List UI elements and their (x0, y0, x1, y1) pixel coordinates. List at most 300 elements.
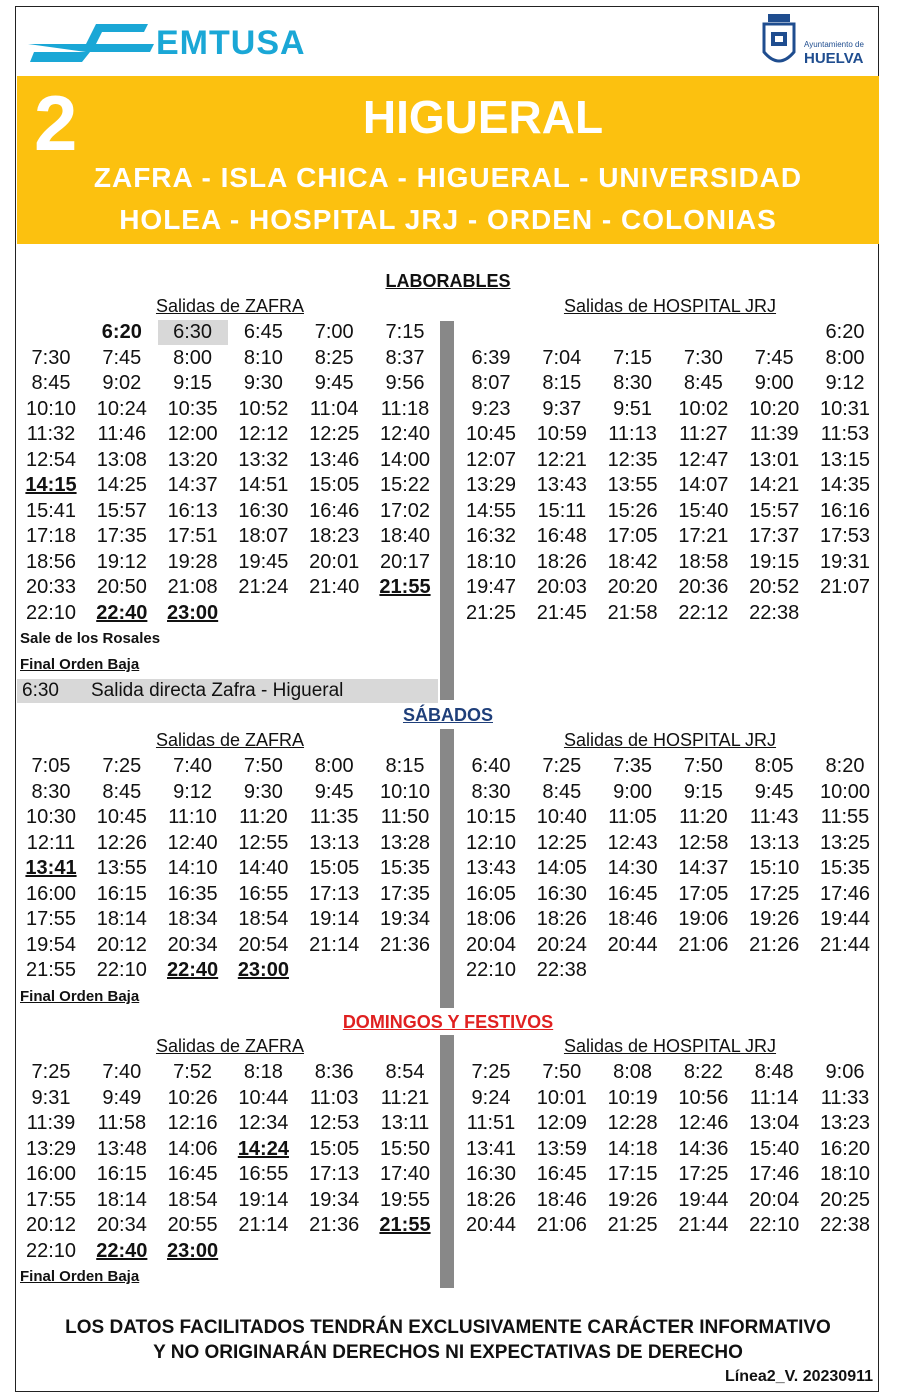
departure-time: 9:15 (173, 372, 213, 394)
departure-time: 15:50 (379, 1137, 431, 1160)
departure-time: 18:34 (167, 908, 218, 930)
departure-time: 9:24 (471, 1086, 511, 1109)
departure-time: 11:58 (97, 1112, 147, 1134)
departure-time: 13:23 (819, 1112, 871, 1134)
departure-time: 20:04 (465, 933, 517, 956)
departure-time: 11:51 (466, 1112, 516, 1134)
departure-time: 8:30 (613, 372, 653, 394)
departure-time: 18:46 (607, 908, 658, 930)
departure-time: 7:15 (385, 321, 425, 343)
departure-time: 22:40 (96, 1239, 148, 1262)
departure-time: 19:55 (379, 1188, 431, 1211)
departure-time: 17:18 (25, 525, 77, 547)
departure-time: 15:05 (309, 474, 360, 496)
departure-time: 15:57 (749, 499, 800, 522)
departure-time: 17:05 (678, 882, 729, 905)
departure-time: 16:30 (536, 882, 587, 905)
departure-time: 13:41 (25, 857, 77, 879)
departure-time: 13:55 (96, 857, 147, 879)
departure-time: 17:13 (309, 1163, 360, 1185)
departure-time: 11:53 (820, 423, 870, 445)
laborables-right-heading: Salidas de HOSPITAL JRJ (563, 296, 777, 316)
departure-time: 22:12 (678, 601, 729, 624)
column-divider-domingos (440, 1035, 454, 1288)
departure-time: 20:12 (96, 933, 147, 956)
note-final-orden-baja: Final Orden Baja (20, 656, 140, 673)
departure-time: 11:27 (679, 423, 728, 445)
departure-time: 13:43 (465, 857, 517, 879)
departure-time: 8:18 (243, 1061, 283, 1083)
departure-time: 18:46 (536, 1188, 587, 1211)
departure-time: 15:05 (309, 1137, 360, 1160)
departure-time: 7:45 (754, 346, 794, 369)
departure-time: 18:56 (25, 550, 77, 573)
domingos-right-heading: Salidas de HOSPITAL JRJ (563, 1036, 777, 1056)
departure-time: 9:45 (754, 780, 794, 803)
departure-time: 15:40 (749, 1137, 800, 1160)
departure-time: 8:20 (825, 755, 865, 777)
departure-time: 16:16 (819, 499, 871, 522)
departure-time: 18:40 (379, 525, 431, 547)
departure-time: 20:55 (167, 1214, 218, 1236)
departure-time: 16:05 (465, 882, 517, 905)
sabados-left-heading: Salidas de ZAFRA (155, 730, 305, 750)
departure-time: 20:44 (465, 1214, 517, 1236)
departure-time: 13:29 (465, 474, 517, 496)
departure-time: 18:54 (167, 1188, 218, 1211)
departure-time: 10:15 (465, 806, 517, 828)
departure-time: 17:40 (379, 1163, 431, 1185)
departure-time: 17:55 (25, 1188, 77, 1211)
departure-time: 10:10 (379, 780, 431, 803)
departure-time: 9:49 (102, 1086, 142, 1109)
departure-time: 14:30 (607, 857, 658, 879)
departure-time: 7:50 (542, 1061, 582, 1083)
departure-time: 7:40 (173, 755, 213, 777)
departure-time: 19:45 (238, 550, 289, 573)
departure-time: 21:55 (379, 576, 431, 598)
departure-time: 12:21 (536, 448, 587, 471)
departure-time: 13:28 (379, 831, 431, 854)
departure-time: 10:01 (536, 1086, 587, 1109)
domingos-left-heading: Salidas de ZAFRA (155, 1036, 305, 1056)
departure-time: 8:45 (542, 780, 582, 803)
departure-time: 12:26 (96, 831, 147, 854)
departure-time: 16:15 (96, 882, 147, 905)
departure-time: 20:17 (379, 550, 431, 573)
departure-time: 12:40 (167, 831, 218, 854)
disclaimer-line-1: LOS DATOS FACILITADOS TENDRÁN EXCLUSIVAMENTE CARÁCTER INFORMATIVO (65, 1317, 831, 1338)
line-name: HIGUERAL (362, 91, 604, 143)
departure-time: 21:24 (238, 576, 289, 598)
departure-time: 13:20 (167, 448, 218, 471)
departure-time: 14:05 (536, 857, 587, 879)
departure-time: 15:57 (96, 499, 147, 522)
departure-time: 7:40 (102, 1061, 142, 1083)
departure-time: 19:14 (309, 908, 360, 930)
departure-time: 18:10 (465, 550, 517, 573)
departure-time: 9:45 (314, 372, 354, 394)
departure-time: 10:19 (607, 1086, 658, 1109)
departure-time: 17:13 (309, 882, 360, 905)
departure-time: 20:54 (238, 933, 289, 956)
departure-time: 8:54 (385, 1061, 425, 1083)
departure-time: 12:46 (678, 1112, 729, 1134)
departure-time: 8:05 (754, 755, 794, 777)
domingos-note-final-orden-baja: Final Orden Baja (20, 1268, 140, 1285)
departure-time: 21:08 (167, 576, 218, 598)
departure-time: 7:25 (471, 1061, 511, 1083)
departure-time: 17:55 (25, 908, 77, 930)
direct-departure-note (17, 679, 438, 703)
departure-time: 7:45 (102, 346, 142, 369)
departure-time: 21:07 (819, 576, 871, 598)
departure-time: 22:38 (819, 1214, 871, 1236)
departure-time: 8:45 (683, 372, 723, 394)
departure-time: 7:15 (613, 346, 653, 369)
departure-time: 11:04 (309, 397, 359, 420)
departure-time: 9:30 (243, 780, 283, 803)
departure-time: 13:43 (536, 474, 587, 496)
departure-time: 21:25 (465, 601, 517, 624)
departure-time: 14:35 (819, 474, 871, 496)
departure-time: 7:50 (683, 755, 723, 777)
departure-time: 9:30 (243, 372, 283, 394)
departure-time: 18:10 (819, 1163, 871, 1185)
departure-time: 18:42 (607, 550, 658, 573)
departure-time: 8:08 (613, 1061, 653, 1083)
departure-time: 9:51 (613, 397, 653, 420)
departure-time: 15:40 (678, 499, 729, 522)
departure-time: 12:10 (465, 831, 517, 854)
departure-time: 21:14 (238, 1214, 289, 1236)
departure-time: 12:34 (238, 1112, 289, 1134)
departure-time: 17:25 (749, 882, 800, 905)
departure-time: 18:06 (465, 908, 517, 930)
departure-time: 11:18 (380, 397, 430, 420)
city-name: HUELVA (804, 50, 864, 67)
departure-time: 22:10 (96, 959, 147, 981)
departure-time: 22:10 (749, 1214, 800, 1236)
departure-time: 19:14 (238, 1188, 289, 1211)
departure-time: 11:21 (380, 1086, 430, 1109)
departure-time: 11:13 (608, 423, 657, 445)
departure-time: 12:35 (607, 448, 658, 471)
departure-time: 6:20 (101, 321, 142, 343)
departure-time: 11:20 (239, 806, 288, 828)
departure-time: 17:46 (749, 1163, 800, 1185)
departure-time: 12:53 (309, 1112, 360, 1134)
departure-time: 7:50 (243, 755, 283, 777)
departure-time: 17:53 (819, 525, 871, 547)
emtusa-arrow-icon (26, 20, 156, 64)
departure-time: 10:35 (167, 397, 218, 420)
departure-time: 12:47 (678, 448, 729, 471)
departure-time: 13:01 (749, 448, 800, 471)
departure-time: 6:45 (243, 321, 283, 343)
departure-time: 9:12 (173, 780, 213, 803)
departure-time: 8:25 (314, 346, 354, 369)
departure-time: 13:08 (96, 448, 147, 471)
departure-time: 16:20 (819, 1137, 871, 1160)
departure-time: 20:52 (749, 576, 800, 598)
departure-time: 14:25 (96, 474, 147, 496)
departure-time: 16:55 (238, 1163, 289, 1185)
departure-time: 13:32 (238, 448, 289, 471)
departure-time: 16:46 (309, 499, 360, 522)
departure-time: 16:13 (167, 499, 218, 522)
departure-time: 13:59 (536, 1137, 587, 1160)
departure-time: 19:34 (309, 1188, 360, 1211)
direct-departure-text: Salida directa Zafra - Higueral (91, 680, 344, 701)
departure-time: 16:00 (25, 882, 77, 905)
departure-time: 9:37 (542, 397, 582, 420)
departure-time: 20:34 (167, 933, 218, 956)
departure-time: 6:39 (471, 346, 511, 369)
departure-time: 14:10 (167, 857, 218, 879)
departure-time: 16:45 (167, 1163, 218, 1185)
departure-time: 21:36 (379, 933, 431, 956)
departure-time: 16:15 (96, 1163, 147, 1185)
departure-time: 22:38 (749, 601, 800, 624)
departure-time: 8:37 (385, 346, 425, 369)
departure-time: 8:30 (31, 780, 71, 803)
version-label: Línea2_V. 20230911 (725, 1368, 873, 1385)
departure-time: 22:38 (536, 959, 587, 981)
departure-time: 11:03 (309, 1086, 359, 1109)
departure-time: 20:20 (607, 576, 658, 598)
departure-time: 12:25 (536, 831, 587, 854)
departure-time: 20:36 (678, 576, 729, 598)
departure-time: 14:24 (237, 1137, 289, 1160)
departure-time: 12:25 (309, 423, 360, 445)
departure-time: 11:39 (26, 1112, 76, 1134)
huelva-logo (758, 12, 878, 70)
departure-time: 21:26 (749, 933, 800, 956)
column-divider-laborables (440, 321, 454, 700)
departure-time: 19:44 (819, 908, 871, 930)
departure-time: 19:34 (379, 908, 431, 930)
departure-time: 15:10 (749, 857, 800, 879)
departure-time: 20:33 (25, 576, 77, 598)
departure-time: 14:18 (607, 1137, 658, 1160)
departure-time: 19:26 (607, 1188, 658, 1211)
departure-time: 13:41 (465, 1137, 517, 1160)
section-title-laborables: LABORABLES (385, 271, 511, 291)
departure-time: 9:06 (825, 1061, 865, 1083)
departure-time: 19:28 (167, 550, 218, 573)
departure-time: 11:39 (749, 423, 799, 445)
departure-time: 9:02 (102, 372, 142, 394)
departure-time: 18:26 (536, 550, 587, 573)
departure-time: 17:35 (96, 525, 147, 547)
departure-time: 17:46 (819, 882, 871, 905)
city-council-label: Ayuntamiento de (804, 40, 864, 49)
departure-time: 9:00 (754, 372, 794, 394)
departure-time: 13:46 (309, 448, 360, 471)
departure-time: 21:14 (309, 933, 360, 956)
departure-time: 7:04 (542, 346, 582, 369)
disclaimer-line-2: Y NO ORIGINARÁN DERECHOS NI EXPECTATIVAS DE DERECHO (153, 1342, 743, 1363)
departure-time: 11:43 (749, 806, 799, 828)
line-number: 2 (34, 79, 78, 167)
departure-time: 8:45 (102, 780, 142, 803)
route-line-1: ZAFRA - ISLA CHICA - HIGUERAL - UNIVERSIDAD (93, 162, 803, 193)
departure-time: 11:46 (97, 423, 147, 445)
departure-time: 19:54 (25, 933, 77, 956)
departure-time: 10:31 (819, 397, 871, 420)
departure-time: 18:07 (238, 525, 289, 547)
emtusa-wordmark: EMTUSA (156, 24, 306, 62)
departure-time: 12:58 (678, 831, 729, 854)
departure-time: 13:29 (25, 1137, 77, 1160)
departure-time: 9:31 (31, 1086, 71, 1109)
departure-time: 20:12 (25, 1214, 77, 1236)
departure-time: 7:30 (31, 346, 71, 369)
departure-time: 9:23 (471, 397, 511, 420)
departure-time: 8:30 (471, 780, 511, 803)
departure-time: 8:22 (683, 1061, 723, 1083)
departure-time: 14:15 (25, 474, 77, 496)
departure-time: 11:35 (309, 806, 359, 828)
departure-time: 10:52 (238, 397, 289, 420)
departure-time: 14:06 (167, 1137, 218, 1160)
departure-time: 17:51 (167, 525, 218, 547)
departure-time: 21:44 (819, 933, 871, 956)
departure-time: 21:36 (309, 1214, 360, 1236)
departure-time: 15:05 (309, 857, 360, 879)
departure-time: 9:12 (825, 372, 865, 394)
departure-time: 12:54 (25, 448, 77, 471)
departure-time: 22:10 (25, 1239, 77, 1262)
departure-time: 21:25 (607, 1214, 658, 1236)
direct-departure-time: 6:30 (22, 680, 59, 701)
departure-time: 17:35 (379, 882, 431, 905)
departure-time: 13:48 (96, 1137, 147, 1160)
departure-time: 21:06 (536, 1214, 587, 1236)
departure-time: 11:50 (380, 806, 430, 828)
departure-time: 13:11 (380, 1112, 430, 1134)
departure-time: 10:59 (536, 423, 587, 445)
departure-time: 13:55 (607, 474, 658, 496)
departure-time: 9:56 (385, 372, 425, 394)
departure-time: 20:04 (749, 1188, 800, 1211)
departure-time: 14:40 (238, 857, 289, 879)
departure-time: 16:45 (607, 882, 658, 905)
departure-time: 14:00 (379, 448, 431, 471)
departure-time: 19:47 (465, 576, 517, 598)
departure-time: 12:28 (607, 1112, 658, 1134)
departure-time: 22:40 (167, 959, 219, 981)
departure-time: 7:52 (173, 1061, 213, 1083)
sabados-note-final-orden-baja: Final Orden Baja (20, 988, 140, 1005)
departure-time: 18:58 (678, 550, 729, 573)
departure-time: 13:25 (819, 831, 871, 854)
departure-time: 18:14 (96, 1188, 147, 1211)
huelva-crest-icon (758, 12, 800, 70)
departure-time: 14:36 (678, 1137, 729, 1160)
departure-time: 19:12 (96, 550, 147, 573)
departure-time: 8:45 (31, 372, 71, 394)
departure-time: 21:45 (536, 601, 587, 624)
departure-time: 10:02 (678, 397, 729, 420)
column-divider-sabados (440, 729, 454, 1008)
departure-time: 11:20 (679, 806, 728, 828)
departure-time: 15:26 (607, 499, 658, 522)
section-title-domingos: DOMINGOS Y FESTIVOS (342, 1012, 554, 1032)
departure-time: 8:36 (314, 1061, 354, 1083)
departure-time: 7:30 (683, 346, 723, 369)
departure-time: 16:35 (167, 882, 218, 905)
departure-time: 20:03 (536, 576, 587, 598)
departure-time: 16:00 (25, 1163, 77, 1185)
departure-time: 9:45 (314, 780, 354, 803)
departure-time: 20:50 (96, 576, 147, 598)
departure-time: 18:14 (96, 908, 147, 930)
departure-time: 21:58 (607, 601, 658, 624)
departure-time: 10:40 (536, 806, 587, 828)
emtusa-logo (26, 20, 356, 64)
departure-time: 10:30 (25, 806, 77, 828)
departure-time: 12:12 (238, 423, 289, 445)
departure-time: 15:35 (379, 857, 431, 879)
departure-time: 10:10 (25, 397, 77, 420)
departure-time: 22:10 (25, 601, 77, 624)
departure-time: 15:35 (819, 857, 871, 879)
departure-time: 8:00 (173, 346, 213, 369)
departure-time: 20:01 (309, 550, 360, 573)
departure-time: 21:40 (309, 576, 360, 598)
departure-time: 20:44 (607, 933, 658, 956)
departure-time: 17:37 (749, 525, 800, 547)
departure-time: 16:30 (465, 1163, 517, 1185)
departure-time: 8:00 (314, 755, 354, 777)
departure-time: 7:05 (31, 755, 71, 777)
departure-time: 8:15 (385, 755, 425, 777)
departure-time: 10:24 (96, 397, 147, 420)
departure-time: 13:15 (819, 448, 871, 471)
departure-time: 12:43 (607, 831, 658, 854)
departure-time: 15:11 (537, 499, 587, 522)
departure-time: 18:54 (238, 908, 289, 930)
departure-time: 6:40 (471, 755, 511, 777)
departure-time: 12:07 (465, 448, 517, 471)
departure-time: 22:10 (465, 959, 517, 981)
departure-time: 19:26 (749, 908, 800, 930)
departure-time: 11:32 (26, 423, 76, 445)
departure-time: 8:15 (542, 372, 582, 394)
departure-time: 23:00 (167, 601, 219, 624)
departure-time: 8:10 (243, 346, 283, 369)
departure-time: 16:32 (465, 525, 517, 547)
departure-time: 22:40 (96, 601, 148, 624)
departure-time: 17:02 (379, 499, 431, 522)
departure-time: 23:00 (167, 1239, 219, 1262)
departure-time: 13:04 (749, 1112, 800, 1134)
departure-time: 12:00 (167, 423, 218, 445)
departure-time: 14:55 (465, 499, 517, 522)
departure-time: 19:44 (678, 1188, 729, 1211)
departure-time: 17:15 (607, 1163, 658, 1185)
departure-time: 9:15 (683, 780, 723, 803)
departure-time: 10:26 (167, 1086, 218, 1109)
departure-time: 16:45 (536, 1163, 587, 1185)
departure-time: 7:25 (542, 755, 582, 777)
departure-time: 12:11 (26, 831, 76, 854)
departure-time: 7:25 (102, 755, 142, 777)
departure-time: 6:30 (158, 320, 228, 345)
departure-time: 11:55 (820, 806, 870, 828)
